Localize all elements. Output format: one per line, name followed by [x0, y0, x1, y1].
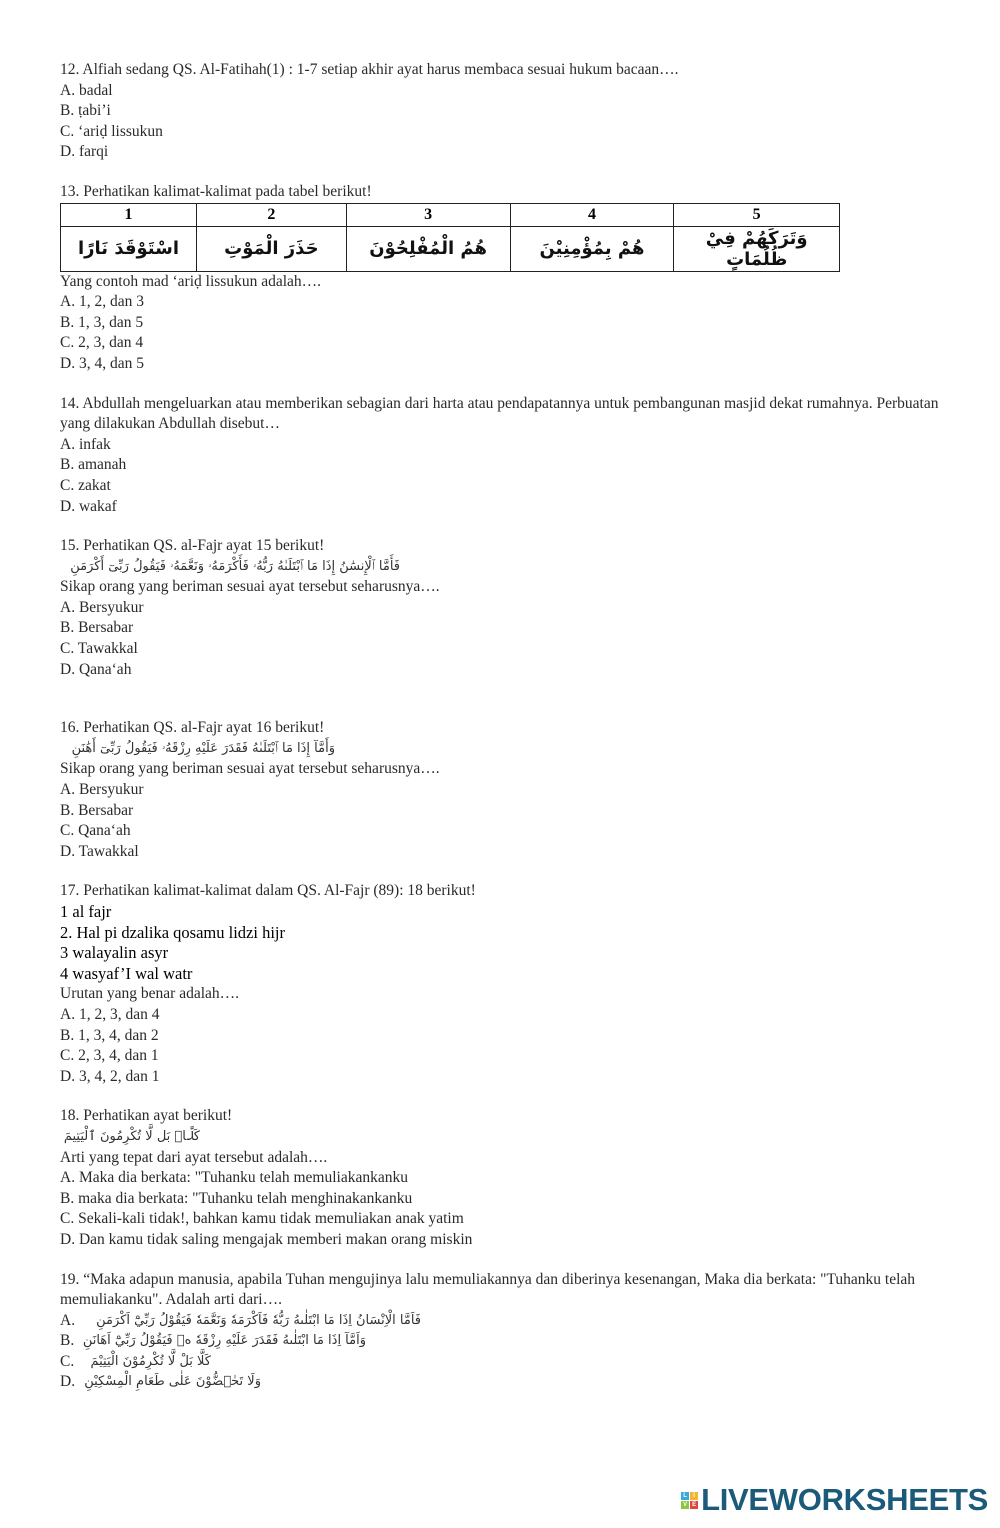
question-stem: 15. Perhatikan QS. al-Fajr ayat 15 berikut! [60, 537, 325, 555]
question-19 [60, 1270, 940, 1394]
option-d[interactable]: D. Tawakkal [60, 842, 139, 860]
option-d[interactable]: D. farqi [60, 143, 109, 161]
worksheet [60, 60, 940, 1412]
question-prompt: Yang contoh mad ‘ariḍ lissukun adalah…. [60, 272, 322, 290]
table-header: 2 [197, 203, 347, 226]
option-c[interactable]: C. Sekali-kali tidak!, bahkan kamu tidak memuliakan anak yatim [60, 1210, 464, 1228]
option-arabic: وَاَمَّآ اِذَا مَا ابْتَلٰىهُ فَقَدَرَ عَلَيْهِ رِزْقَهٗ ەۙ فَيَقُوْلُ رَبِّيْٓ اَهَانَنِ [82, 1333, 366, 1349]
table-cell: اسْتَوْقَدَ نَارًا [61, 226, 197, 271]
question-stem: 18. Perhatikan ayat berikut! [60, 1107, 233, 1125]
table-header: 1 [61, 203, 197, 226]
option-b[interactable]: B. 1, 3, 4, dan 2 [60, 1026, 159, 1044]
option-d[interactable]: D. wakaf [60, 497, 117, 515]
arabic-verse: فَأَمَّا ٱلْإِنسَٰنُ إِذَا مَا ٱبْتَلَىٰهُ رَبُّهُۥ فَأَكْرَمَهُۥ وَنَعَّمَهُۥ فَيَقُولُ رَبِّىٓ أَكْرَمَنِ [70, 558, 400, 574]
option-c[interactable]: C. 2, 3, dan 4 [60, 334, 144, 352]
question-14 [60, 394, 940, 518]
question-stem: 19. “Maka adapun manusia, apabila Tuhan mengujinya lalu memuliakannya dan diberinya kesenangan, Maka dia berkata: "Tuhanku telah memuliakanku". Adalah arti dari…. [60, 1270, 916, 1309]
option-b[interactable]: B. ṭabi’i [60, 102, 111, 120]
list-item: 2. Hal pi dzalika qosamu lidzi hijr [60, 922, 285, 942]
question-stem: 12. Alfiah sedang QS. Al-Fatihah(1) : 1-7 setiap akhir ayat harus membaca sesuai hukum bacaan…. [60, 61, 679, 78]
option-a[interactable]: A. infak [60, 435, 111, 453]
question-stem: 13. Perhatikan kalimat-kalimat pada tabel berikut! [60, 182, 372, 200]
option-label: B. [60, 1332, 75, 1350]
option-d[interactable]: D. Dan kamu tidak saling mengajak memberi makan orang miskin [60, 1230, 473, 1248]
table-header: 3 [346, 203, 510, 226]
table-header: 4 [510, 203, 674, 226]
option-a[interactable] [60, 1311, 940, 1332]
question-stem: 17. Perhatikan kalimat-kalimat dalam QS. Al-Fajr (89): 18 berikut! [60, 882, 476, 900]
option-c[interactable]: C. zakat [60, 476, 111, 494]
table-cell: هُمْ بِمُؤْمِنِيْنَ [510, 226, 674, 271]
option-d[interactable] [60, 1372, 940, 1393]
list-item: 3 walayalin asyr [60, 943, 169, 963]
option-d[interactable]: D. Qana‘ah [60, 660, 132, 678]
question-12 [60, 60, 940, 163]
option-arabic: كَلَّا بَلْ لَّا تُكْرِمُوْنَ الْيَتِيْمَ [90, 1353, 211, 1369]
option-c[interactable] [60, 1352, 940, 1373]
option-arabic: فَاَمَّا الْاِنْسَانُ اِذَا مَا ابْتَلٰىهُ رَبُّهٗ فَاَكْرَمَهٗ وَنَعَّمَهٗ فَيَقُوْلُ رَبِّيْٓ اَكْرَمَنِ [96, 1312, 421, 1328]
liveworksheets-logo [681, 1482, 988, 1518]
option-c[interactable]: C. 2, 3, 4, dan 1 [60, 1047, 159, 1065]
question-prompt: Sikap orang yang beriman sesuai ayat tersebut seharusnya…. [60, 578, 440, 596]
option-a[interactable]: A. Maka dia berkata: "Tuhanku telah memuliakankanku [60, 1169, 408, 1187]
option-a[interactable]: A. Bersyukur [60, 781, 144, 799]
question-16 [60, 718, 940, 862]
table-header-row [61, 203, 840, 226]
option-c[interactable]: C. ‘ariḍ lissukun [60, 122, 163, 140]
logo-icon [681, 1492, 698, 1509]
question-13 [60, 182, 940, 375]
option-a[interactable]: A. Bersyukur [60, 598, 144, 616]
option-label: D. [60, 1373, 76, 1391]
table-cell: هُمُ الْمُفْلِحُوْنَ [346, 226, 510, 271]
option-a[interactable]: A. 1, 2, dan 3 [60, 293, 144, 311]
option-b[interactable]: B. 1, 3, dan 5 [60, 313, 144, 331]
logo-square: V [683, 1501, 688, 1508]
arabic-verse: كَلَّاۖ بَل لَّا تُكْرِمُونَ ٱلْيَتِيمَ [63, 1128, 200, 1144]
option-a[interactable]: A. badal [60, 81, 113, 99]
logo-square: E [692, 1501, 697, 1508]
option-label: A. [60, 1311, 76, 1329]
option-b[interactable] [60, 1331, 940, 1352]
verse-table [60, 203, 840, 272]
option-b[interactable]: B. maka dia berkata: "Tuhanku telah menghinakankanku [60, 1189, 413, 1207]
table-cell: حَذَرَ الْمَوْتِ [197, 226, 347, 271]
question-15 [60, 536, 940, 680]
question-17 [60, 881, 940, 1087]
question-18 [60, 1106, 940, 1250]
option-c[interactable]: C. Tawakkal [60, 640, 138, 658]
table-cell: وَتَرَكَهُمْ فِيْ ظُلُمَاتٍ [674, 226, 840, 271]
arabic-verse: وَأَمَّآ إِذَا مَا ٱبْتَلَىٰهُ فَقَدَرَ عَلَيْهِ رِزْقَهُۥ فَيَقُولُ رَبِّىٓ أَهَٰنَنِ [71, 740, 335, 756]
logo-square: L [681, 1492, 689, 1500]
table-arabic-row [61, 226, 840, 271]
list-item: 4 wasyaf’I wal watr [60, 963, 193, 983]
list-item: 1 al fajr [60, 902, 112, 921]
option-c[interactable]: C. Qana‘ah [60, 822, 131, 840]
option-label: C. [60, 1352, 75, 1370]
option-d[interactable]: D. 3, 4, 2, dan 1 [60, 1067, 160, 1085]
question-prompt: Arti yang tepat dari ayat tersebut adalah…. [60, 1148, 328, 1166]
logo-text: LIVEWORKSHEETS [701, 1482, 988, 1517]
option-d[interactable]: D. 3, 4, dan 5 [60, 354, 144, 372]
logo-square: I [690, 1492, 698, 1500]
table-header: 5 [674, 203, 840, 226]
question-stem: 16. Perhatikan QS. al-Fajr ayat 16 berikut! [60, 719, 325, 737]
question-prompt: Sikap orang yang beriman sesuai ayat tersebut seharusnya…. [60, 760, 440, 778]
option-a[interactable]: A. 1, 2, 3, dan 4 [60, 1005, 160, 1023]
option-b[interactable]: B. Bersabar [60, 619, 134, 637]
question-prompt: Urutan yang benar adalah…. [60, 985, 240, 1003]
option-b[interactable]: B. amanah [60, 456, 127, 474]
question-stem: 14. Abdullah mengeluarkan atau memberikan sebagian dari harta atau pendapatannya untuk pembangunan masjid dekat rumahnya. Perbuatan yang dilakukan Abdullah disebut… [60, 394, 939, 433]
option-b[interactable]: B. Bersabar [60, 801, 134, 819]
option-arabic: وَلَا تَحٰۤضُّوْنَ عَلٰى طَعَامِ الْمِسْكِيْنِ [84, 1374, 261, 1390]
